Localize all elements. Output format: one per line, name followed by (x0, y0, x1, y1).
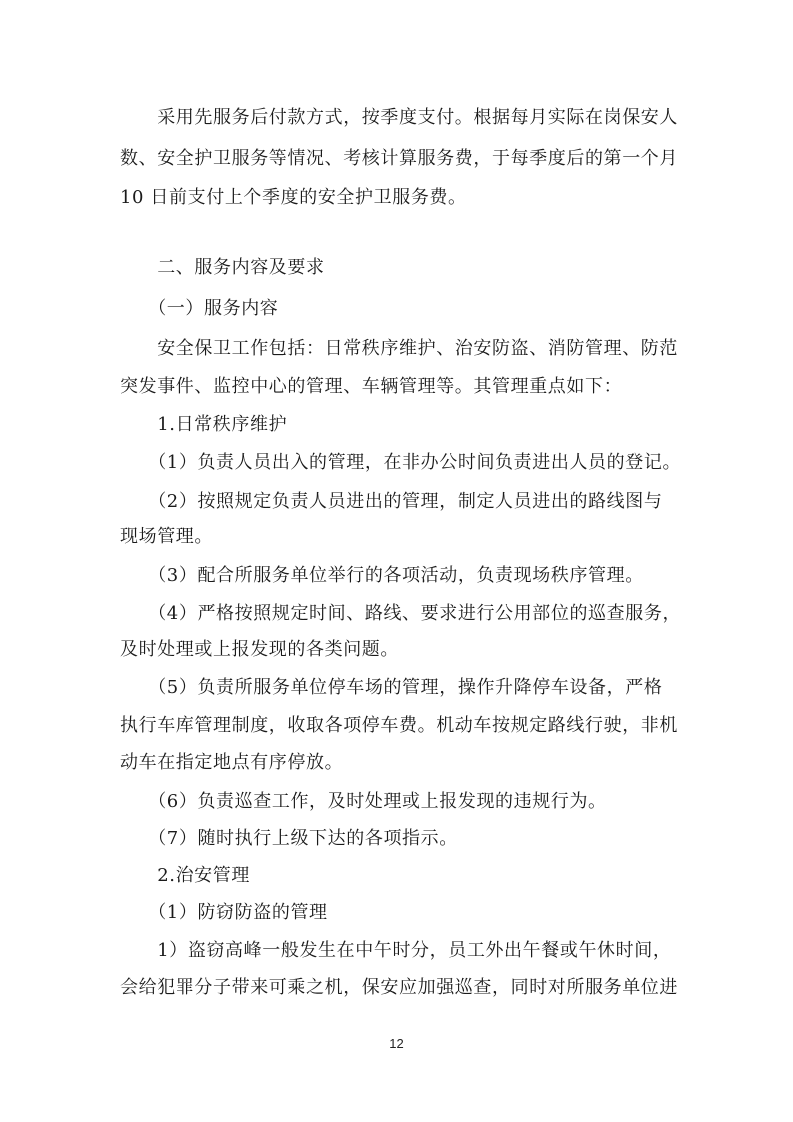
subsection-heading: （一）服务内容 (120, 298, 279, 319)
text-line: 动车在指定地点有序停放。 (120, 752, 344, 773)
item-heading: 2.治安管理 (120, 865, 250, 886)
text-line: （3）配合所服务单位举行的各项活动，负责现场秩序管理。 (120, 565, 644, 586)
item-heading: 1.日常秩序维护 (120, 414, 288, 435)
text-line: 采用先服务后付款方式，按季度支付。根据每月实际在岗保安人 (120, 107, 678, 128)
section-heading: 二、服务内容及要求 (120, 257, 325, 278)
text-line: （5）负责所服务单位停车场的管理，操作升降停车设备，严格 (120, 677, 663, 698)
text-line: （2）按照规定负责人员进出的管理，制定人员进出的路线图与 (120, 491, 663, 512)
text-line: （4）严格按照规定时间、路线、要求进行公用部位的巡查服务， (120, 603, 682, 624)
page-number: 12 (389, 1036, 404, 1051)
text-line: （6）负责巡查工作，及时处理或上报发现的违规行为。 (120, 791, 607, 812)
text-line: 安全保卫工作包括：日常秩序维护、治安防盗、消防管理、防范 (120, 338, 678, 359)
text-line: 及时处理或上报发现的各类问题。 (120, 639, 399, 660)
text-line: （1）防窃防盗的管理 (120, 902, 328, 923)
text-line: 10 日前支付上个季度的安全护卫服务费。 (120, 187, 467, 208)
text-line: 1）盗窃高峰一般发生在中午时分，员工外出午餐或午休时间， (120, 940, 672, 961)
text-line: （1）负责人员出入的管理，在非办公时间负责进出人员的登记。 (120, 452, 682, 473)
text-line: 会给犯罪分子带来可乘之机，保安应加强巡查，同时对所服务单位进 (120, 977, 678, 998)
text-line: 执行车库管理制度，收取各项停车费。机动车按规定路线行驶，非机 (120, 715, 678, 736)
text-line: 数、安全护卫服务等情况、考核计算服务费，于每季度后的第一个月 (120, 148, 678, 169)
text-line: 现场管理。 (120, 526, 213, 547)
text-line: 突发事件、监控中心的管理、车辆管理等。其管理重点如下： (120, 376, 623, 397)
text-line: （7）随时执行上级下达的各项指示。 (120, 828, 458, 849)
